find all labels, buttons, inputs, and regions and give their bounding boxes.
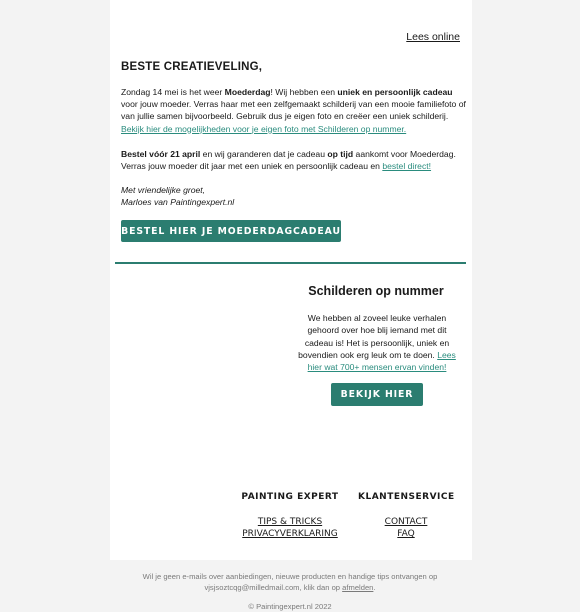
feature-body: We hebben al zoveel leuke verhalen gehoord over hoe blij iemand met dit cadeau is! Het is persoonlijk, uniek en bovendien ook erg leuk om te doen.: [298, 313, 450, 360]
intro-text-3: voor jouw moeder. Verras haar met een zelfgemaakt schilderij van een mooie familiefoto of van jullie samen bijvoorbeeld. Gebruik dus je eigen foto en creëer een uniek schilderij.: [121, 99, 466, 122]
feature-text: [296, 312, 458, 373]
order-deadline: Bestel vóór 21 april: [121, 149, 201, 159]
unsubscribe-note: [112, 571, 468, 593]
contact-link[interactable]: CONTACT: [384, 517, 428, 527]
unsubscribe-end: .: [373, 583, 376, 592]
reviews-link[interactable]: Lees hier wat 700+ mensen ervan vinden!: [307, 349, 456, 373]
footer-col-klantenservice: [358, 492, 454, 540]
tips-tricks-link[interactable]: TIPS & TRICKS: [257, 517, 323, 527]
footer-col-painting-expert: [232, 492, 348, 540]
greeting-heading: BESTE CREATIEVELING,: [121, 61, 263, 73]
faq-link[interactable]: FAQ: [397, 529, 415, 539]
unsubscribe-text: Wil je geen e-mails over aanbiedingen, nieuwe producten en handige tips ontvangen op vjsjsoztcqg@milledmail.com, klik dan op: [142, 572, 438, 592]
intro-bold-moederdag: Moederdag: [224, 87, 271, 97]
intro-text-2: ! Wij hebben een: [270, 87, 338, 97]
view-online-link[interactable]: Lees online: [406, 31, 460, 43]
order-paragraph: [121, 148, 466, 172]
copyright: © Paintingexpert.nl 2022: [248, 602, 332, 611]
privacy-link[interactable]: PRIVACYVERKLARING: [242, 529, 338, 539]
section-divider: [115, 262, 466, 264]
feature-title: Schilderen op nummer: [308, 284, 444, 298]
own-photo-link[interactable]: Bekijk hier de mogelijkheden voor je eigen foto met Schilderen op nummer.: [121, 123, 407, 134]
signoff: [121, 184, 466, 208]
order-now-link[interactable]: bestel direct!: [382, 161, 432, 172]
order-text-1: en wij garanderen dat je cadeau: [200, 149, 328, 159]
view-here-button[interactable]: BEKIJK HIER: [331, 383, 423, 406]
unsubscribe-link[interactable]: afmelden: [342, 583, 374, 592]
footer-col-title: KLANTENSERVICE: [358, 492, 455, 502]
footer-col-title: PAINTING EXPERT: [241, 492, 339, 502]
intro-text-1: Zondag 14 mei is het weer: [121, 87, 225, 97]
intro-bold-cadeau: uniek en persoonlijk cadeau: [337, 87, 453, 97]
order-on-time: op tijd: [327, 149, 354, 159]
signoff-line-1: Met vriendelijke groet,: [121, 185, 206, 195]
signoff-line-2: Marloes van Paintingexpert.nl: [121, 197, 235, 208]
order-gift-button[interactable]: BESTEL HIER JE MOEDERDAGCADEAU: [121, 220, 341, 242]
email-card: [110, 0, 472, 560]
order-text-2: aankomt voor Moederdag. Verras jouw moeder dit jaar met een uniek en persoonlijk cadeau en: [121, 149, 456, 172]
intro-paragraph: [121, 86, 466, 135]
